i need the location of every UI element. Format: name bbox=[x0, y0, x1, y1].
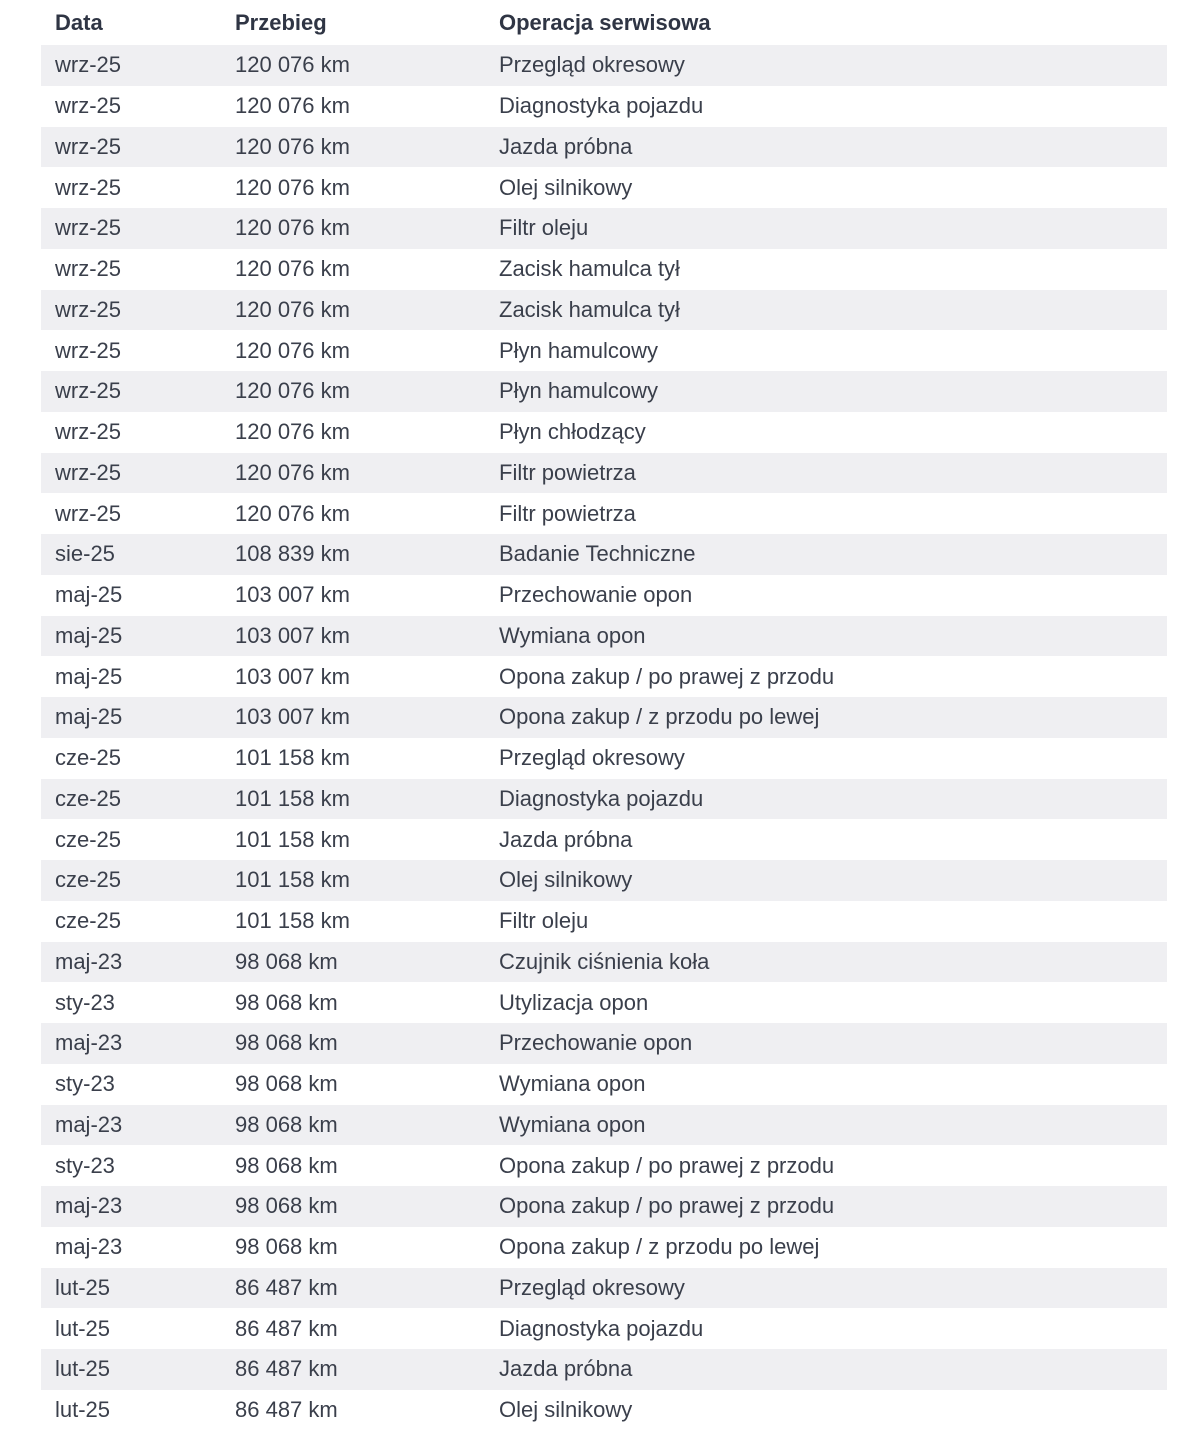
mileage-cell: 120 076 km bbox=[221, 453, 485, 494]
operation-cell: Jazda próbna bbox=[485, 819, 1167, 860]
operation-cell: Opona zakup / po prawej z przodu bbox=[485, 1145, 1167, 1186]
mileage-cell: 86 487 km bbox=[221, 1390, 485, 1431]
date-cell: maj-23 bbox=[41, 1023, 221, 1064]
table-row bbox=[41, 1145, 1167, 1186]
mileage-cell: 98 068 km bbox=[221, 1105, 485, 1146]
mileage-cell: 120 076 km bbox=[221, 371, 485, 412]
table-row bbox=[41, 656, 1167, 697]
operation-cell: Filtr oleju bbox=[485, 208, 1167, 249]
operation-cell: Utylizacja opon bbox=[485, 982, 1167, 1023]
mileage-cell: 86 487 km bbox=[221, 1308, 485, 1349]
operation-cell: Przegląd okresowy bbox=[485, 45, 1167, 86]
table-row bbox=[41, 86, 1167, 127]
mileage-cell: 120 076 km bbox=[221, 290, 485, 331]
mileage-cell: 120 076 km bbox=[221, 86, 485, 127]
table-row bbox=[41, 779, 1167, 820]
date-cell: wrz-25 bbox=[41, 249, 221, 290]
table-row bbox=[41, 371, 1167, 412]
date-cell: wrz-25 bbox=[41, 208, 221, 249]
table-body bbox=[41, 45, 1167, 1431]
operation-cell: Opona zakup / z przodu po lewej bbox=[485, 1227, 1167, 1268]
mileage-cell: 101 158 km bbox=[221, 901, 485, 942]
table-row bbox=[41, 819, 1167, 860]
mileage-cell: 120 076 km bbox=[221, 412, 485, 453]
operation-cell: Płyn hamulcowy bbox=[485, 330, 1167, 371]
table-row bbox=[41, 534, 1167, 575]
operation-cell: Zacisk hamulca tył bbox=[485, 290, 1167, 331]
date-cell: sty-23 bbox=[41, 1145, 221, 1186]
date-cell: maj-25 bbox=[41, 656, 221, 697]
date-cell: wrz-25 bbox=[41, 330, 221, 371]
date-cell: cze-25 bbox=[41, 819, 221, 860]
date-cell: maj-23 bbox=[41, 1105, 221, 1146]
table-row bbox=[41, 1023, 1167, 1064]
date-cell: cze-25 bbox=[41, 779, 221, 820]
operation-cell: Wymiana opon bbox=[485, 1064, 1167, 1105]
table-row bbox=[41, 1105, 1167, 1146]
column-header-date: Data bbox=[55, 9, 103, 35]
operation-cell: Przechowanie opon bbox=[485, 575, 1167, 616]
mileage-cell: 98 068 km bbox=[221, 1227, 485, 1268]
table-row bbox=[41, 1227, 1167, 1268]
date-cell: maj-23 bbox=[41, 1227, 221, 1268]
table-row bbox=[41, 901, 1167, 942]
header-row bbox=[41, 0, 1167, 45]
table-row bbox=[41, 453, 1167, 494]
operation-cell: Czujnik ciśnienia koła bbox=[485, 942, 1167, 983]
operation-cell: Płyn chłodzący bbox=[485, 412, 1167, 453]
table-row bbox=[41, 1349, 1167, 1390]
table-row bbox=[41, 1308, 1167, 1349]
table-row bbox=[41, 1268, 1167, 1309]
operation-cell: Diagnostyka pojazdu bbox=[485, 779, 1167, 820]
date-cell: cze-25 bbox=[41, 738, 221, 779]
operation-cell: Przegląd okresowy bbox=[485, 738, 1167, 779]
table-row bbox=[41, 1186, 1167, 1227]
operation-cell: Opona zakup / z przodu po lewej bbox=[485, 697, 1167, 738]
operation-cell: Filtr oleju bbox=[485, 901, 1167, 942]
table-row bbox=[41, 290, 1167, 331]
table-row bbox=[41, 330, 1167, 371]
date-cell: wrz-25 bbox=[41, 493, 221, 534]
table-row bbox=[41, 127, 1167, 168]
mileage-cell: 101 158 km bbox=[221, 860, 485, 901]
mileage-cell: 98 068 km bbox=[221, 942, 485, 983]
mileage-cell: 103 007 km bbox=[221, 656, 485, 697]
mileage-cell: 98 068 km bbox=[221, 1023, 485, 1064]
mileage-cell: 98 068 km bbox=[221, 1145, 485, 1186]
operation-cell: Zacisk hamulca tył bbox=[485, 249, 1167, 290]
operation-cell: Olej silnikowy bbox=[485, 1390, 1167, 1431]
operation-cell: Wymiana opon bbox=[485, 616, 1167, 657]
mileage-cell: 103 007 km bbox=[221, 697, 485, 738]
mileage-cell: 120 076 km bbox=[221, 167, 485, 208]
operation-cell: Jazda próbna bbox=[485, 1349, 1167, 1390]
service-history-table bbox=[41, 0, 1167, 1431]
date-cell: wrz-25 bbox=[41, 453, 221, 494]
table-row bbox=[41, 1064, 1167, 1105]
mileage-cell: 86 487 km bbox=[221, 1268, 485, 1309]
date-cell: wrz-25 bbox=[41, 167, 221, 208]
date-cell: wrz-25 bbox=[41, 371, 221, 412]
date-cell: lut-25 bbox=[41, 1308, 221, 1349]
mileage-cell: 120 076 km bbox=[221, 493, 485, 534]
operation-cell: Diagnostyka pojazdu bbox=[485, 86, 1167, 127]
operation-cell: Opona zakup / po prawej z przodu bbox=[485, 656, 1167, 697]
date-cell: cze-25 bbox=[41, 901, 221, 942]
operation-cell: Filtr powietrza bbox=[485, 493, 1167, 534]
mileage-cell: 98 068 km bbox=[221, 1186, 485, 1227]
table-row bbox=[41, 1390, 1167, 1431]
table-row bbox=[41, 45, 1167, 86]
table-row bbox=[41, 738, 1167, 779]
operation-cell: Olej silnikowy bbox=[485, 167, 1167, 208]
operation-cell: Wymiana opon bbox=[485, 1105, 1167, 1146]
operation-cell: Przegląd okresowy bbox=[485, 1268, 1167, 1309]
table-row bbox=[41, 412, 1167, 453]
mileage-cell: 120 076 km bbox=[221, 45, 485, 86]
operation-cell: Opona zakup / po prawej z przodu bbox=[485, 1186, 1167, 1227]
mileage-cell: 98 068 km bbox=[221, 982, 485, 1023]
mileage-cell: 98 068 km bbox=[221, 1064, 485, 1105]
table-row bbox=[41, 167, 1167, 208]
operation-cell: Olej silnikowy bbox=[485, 860, 1167, 901]
mileage-cell: 108 839 km bbox=[221, 534, 485, 575]
mileage-cell: 86 487 km bbox=[221, 1349, 485, 1390]
operation-cell: Przechowanie opon bbox=[485, 1023, 1167, 1064]
table-row bbox=[41, 616, 1167, 657]
mileage-cell: 103 007 km bbox=[221, 575, 485, 616]
date-cell: sty-23 bbox=[41, 982, 221, 1023]
date-cell: wrz-25 bbox=[41, 127, 221, 168]
mileage-cell: 101 158 km bbox=[221, 738, 485, 779]
date-cell: maj-25 bbox=[41, 575, 221, 616]
date-cell: sty-23 bbox=[41, 1064, 221, 1105]
mileage-cell: 103 007 km bbox=[221, 616, 485, 657]
column-header-mileage: Przebieg bbox=[235, 9, 327, 35]
date-cell: wrz-25 bbox=[41, 290, 221, 331]
date-cell: maj-25 bbox=[41, 697, 221, 738]
table-row bbox=[41, 493, 1167, 534]
table-row bbox=[41, 982, 1167, 1023]
table-header bbox=[41, 0, 1167, 45]
table-row bbox=[41, 860, 1167, 901]
table-row bbox=[41, 575, 1167, 616]
mileage-cell: 101 158 km bbox=[221, 779, 485, 820]
operation-cell: Jazda próbna bbox=[485, 127, 1167, 168]
date-cell: wrz-25 bbox=[41, 412, 221, 453]
operation-cell: Płyn hamulcowy bbox=[485, 371, 1167, 412]
column-header-operation: Operacja serwisowa bbox=[499, 9, 711, 35]
mileage-cell: 101 158 km bbox=[221, 819, 485, 860]
mileage-cell: 120 076 km bbox=[221, 208, 485, 249]
date-cell: maj-23 bbox=[41, 1186, 221, 1227]
date-cell: wrz-25 bbox=[41, 45, 221, 86]
operation-cell: Filtr powietrza bbox=[485, 453, 1167, 494]
date-cell: lut-25 bbox=[41, 1390, 221, 1431]
table-row bbox=[41, 697, 1167, 738]
mileage-cell: 120 076 km bbox=[221, 330, 485, 371]
table-row bbox=[41, 208, 1167, 249]
mileage-cell: 120 076 km bbox=[221, 127, 485, 168]
operation-cell: Diagnostyka pojazdu bbox=[485, 1308, 1167, 1349]
mileage-cell: 120 076 km bbox=[221, 249, 485, 290]
operation-cell: Badanie Techniczne bbox=[485, 534, 1167, 575]
date-cell: lut-25 bbox=[41, 1349, 221, 1390]
date-cell: lut-25 bbox=[41, 1268, 221, 1309]
date-cell: wrz-25 bbox=[41, 86, 221, 127]
date-cell: maj-25 bbox=[41, 616, 221, 657]
table-row bbox=[41, 942, 1167, 983]
date-cell: sie-25 bbox=[41, 534, 221, 575]
table-row bbox=[41, 249, 1167, 290]
date-cell: cze-25 bbox=[41, 860, 221, 901]
date-cell: maj-23 bbox=[41, 942, 221, 983]
service-history-table-container bbox=[41, 0, 1167, 1431]
